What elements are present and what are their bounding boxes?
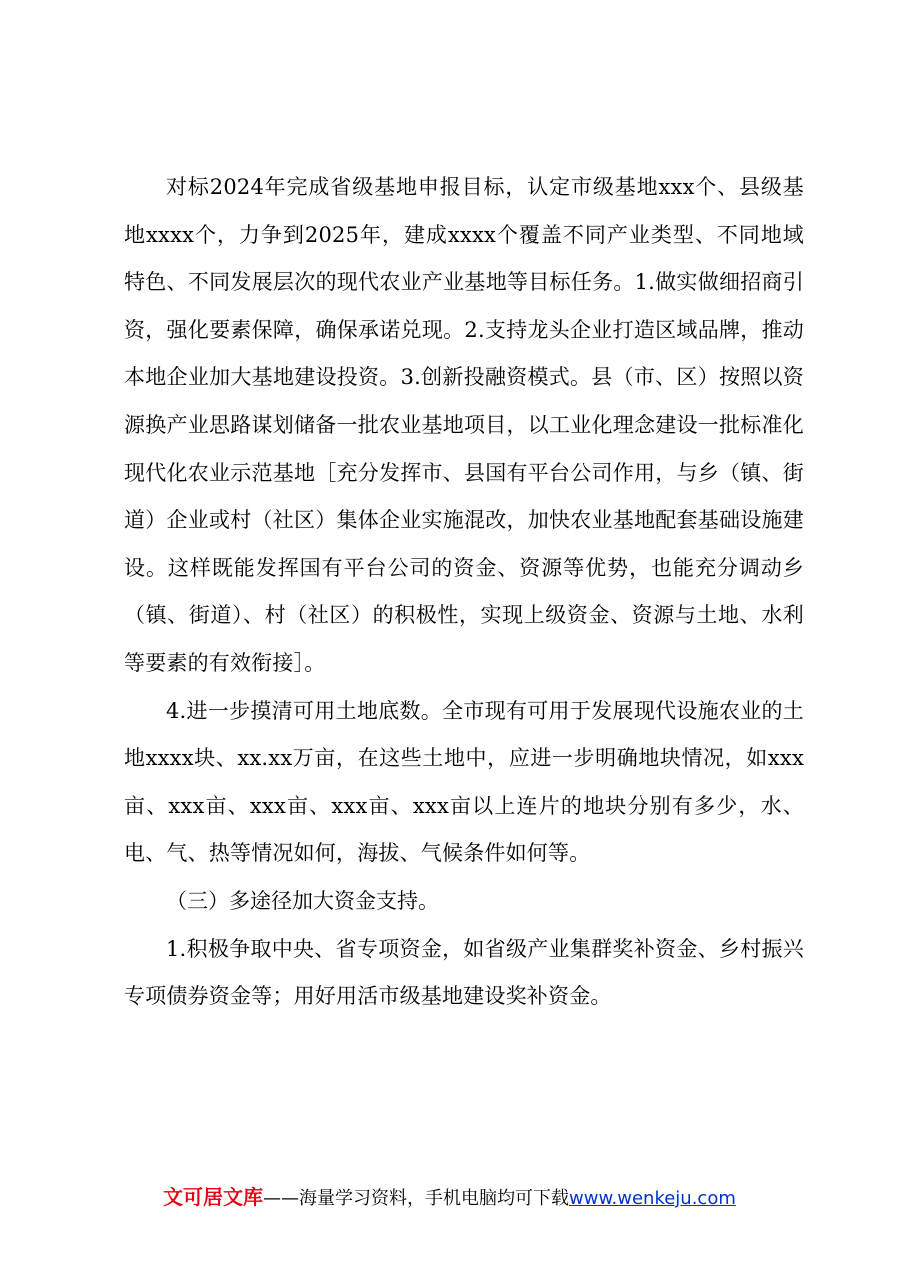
paragraph-special-funds: 1.积极争取中央、省专项资金，如省级产业集群奖补资金、乡村振兴专项债券资金等；用好用活市级基地建设奖补资金。 <box>124 936 804 1009</box>
document-body <box>124 164 804 1021</box>
paragraph-land-survey: 4.进一步摸清可用土地底数。全市现有可用于发展现代设施农业的土地xxxx块、xx.xx万亩，在这些土地中，应进一步明确地块情况，如xxx亩、xxx亩、xxx亩、xxx亩、xxx亩以上连片的地块分别有多少，水、电、气、热等情况如何，海拔、气候条件如何等。 <box>124 698 804 866</box>
section-heading-funding: （三）多途径加大资金支持。 <box>166 888 439 913</box>
footer-brand-name: 文可居文库 <box>163 1185 263 1209</box>
paragraph-targets: 对标2024年完成省级基地申报目标，认定市级基地xxx个、县级基地xxxx个，力争到2025年，建成xxxx个覆盖不同产业类型、不同地域特色、不同发展层次的现代农业产业基地等目标任务。1.做实做细招商引资，强化要素保障，确保承诺兑现。2.支持龙头企业打造区域品牌，推动本地企业加大基地建设投资。3.创新投融资模式。县（市、区）按照以资源换产业思路谋划储备一批农业基地项目，以工业化理念建设一批标准化现代化农业示范基地［充分发挥市、县国有平台公司作用，与乡（镇、街道）企业或村（社区）集体企业实施混改，加快农业基地配套基础设施建设。这样既能发挥国有平台公司的资金、资源等优势，也能充分调动乡（镇、街道）、村（社区）的积极性，实现上级资金、资源与土地、水利等要素的有效衔接］。 <box>124 175 804 675</box>
footer-tagline: ——海量学习资料，手机电脑均可下载 <box>263 1188 569 1209</box>
footer-banner <box>163 1181 803 1213</box>
footer-website-link[interactable]: www.wenkeju.com <box>569 1188 736 1209</box>
